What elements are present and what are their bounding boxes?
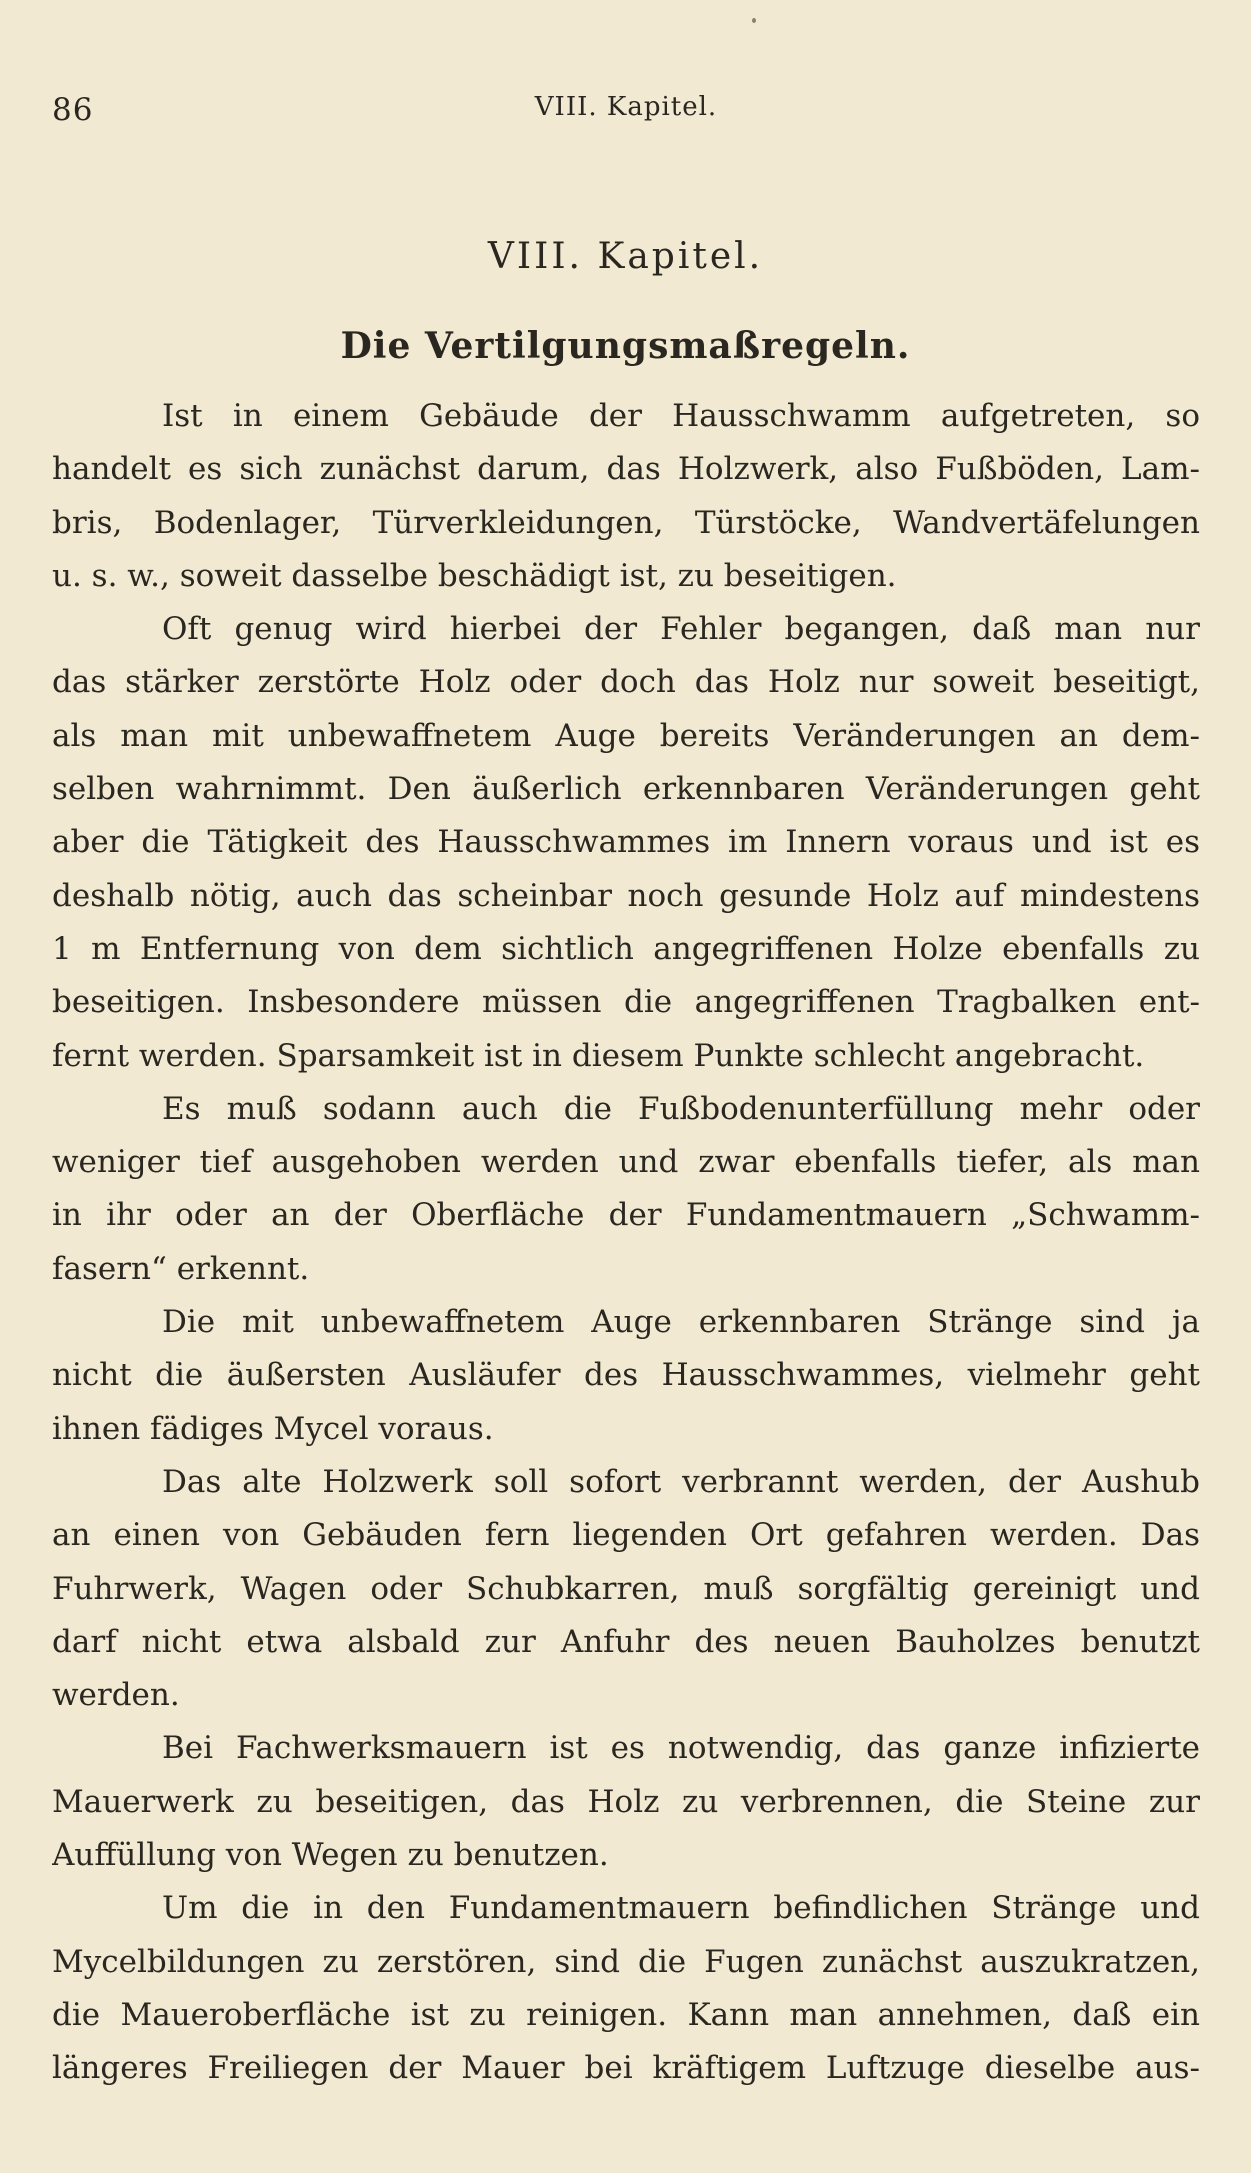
text-line: deshalb nötig, auch das scheinbar noch gesunde Holz auf mindestens (52, 877, 1200, 914)
running-head: VIII. Kapitel. (534, 92, 718, 122)
text-line: Fuhrwerk, Wagen oder Schubkarren, muß sorgfältig gereinigt und (52, 1570, 1200, 1607)
text-line: Die mit unbewaffnetem Auge erkennbaren Stränge sind ja (162, 1304, 1200, 1341)
text-line: 1 m Entfernung von dem sichtlich angegriffenen Holze ebenfalls zu (52, 930, 1200, 967)
text-line: darf nicht etwa alsbald zur Anfuhr des neuen Bauholzes benutzt (52, 1623, 1200, 1660)
text-line: weniger tief ausgehoben werden und zwar ebenfalls tiefer, als man (52, 1144, 1200, 1181)
text-line: beseitigen. Insbesondere müssen die angegriffenen Tragbalken ent- (52, 984, 1200, 1021)
text-line: fasern“ erkennt. (52, 1250, 310, 1287)
text-line: handelt es sich zunächst darum, das Holzwerk, also Fußböden, Lam- (52, 451, 1200, 488)
text-line: an einen von Gebäuden fern liegenden Ort gefahren werden. Das (52, 1517, 1200, 1554)
text-line: Mycelbildungen zu zerstören, sind die Fugen zunächst auszukratzen, (52, 1943, 1200, 1980)
text-line: Oft genug wird hierbei der Fehler begangen, daß man nur (162, 611, 1200, 648)
paper-speck (752, 18, 756, 23)
text-line: in ihr oder an der Oberfläche der Fundamentmauern „Schwamm- (52, 1197, 1200, 1234)
text-line: aber die Tätigkeit des Hausschwammes im Innern voraus und ist es (52, 824, 1200, 861)
text-line: u. s. w., soweit dasselbe beschädigt ist, zu beseitigen. (52, 557, 897, 594)
text-line: Auffüllung von Wegen zu benutzen. (52, 1837, 609, 1874)
text-line: längeres Freiliegen der Mauer bei kräftigem Luftzuge dieselbe aus- (52, 2050, 1200, 2087)
page-header (52, 92, 1200, 132)
body-text (52, 390, 1200, 2096)
text-line: die Maueroberfläche ist zu reinigen. Kann man annehmen, daß ein (52, 1996, 1200, 2033)
text-line: fernt werden. Sparsamkeit ist in diesem Punkte schlecht angebracht. (52, 1037, 1145, 1074)
text-line: bris, Bodenlager, Türverkleidungen, Türstöcke, Wandvertäfelungen (52, 504, 1200, 541)
text-line: selben wahrnimmt. Den äußerlich erkennbaren Veränderungen geht (52, 771, 1200, 808)
text-line: Ist in einem Gebäude der Hausschwamm aufgetreten, so (162, 398, 1200, 434)
chapter-title: VIII. Kapitel. (487, 236, 764, 277)
text-line: Es muß sodann auch die Fußbodenunterfüllung mehr oder (162, 1090, 1200, 1127)
text-line: das stärker zerstörte Holz oder doch das Holz nur soweit beseitigt, (52, 664, 1200, 701)
text-line: ihnen fädiges Mycel voraus. (52, 1410, 494, 1447)
text-line: Das alte Holzwerk soll sofort verbrannt werden, der Aushub (162, 1463, 1200, 1500)
text-line: nicht die äußersten Ausläufer des Hausschwammes, vielmehr geht (52, 1357, 1200, 1394)
text-line: Um die in den Fundamentmauern befindlichen Stränge und (162, 1890, 1200, 1927)
page-number: 86 (52, 92, 94, 128)
section-title: Die Vertilgungsmaßregeln. (340, 325, 911, 367)
text-line: Bei Fachwerksmauern ist es notwendig, das ganze infizierte (162, 1730, 1200, 1767)
text-line: werden. (52, 1677, 180, 1714)
text-line: Mauerwerk zu beseitigen, das Holz zu verbrennen, die Steine zur (52, 1783, 1200, 1820)
text-line: als man mit unbewaffnetem Auge bereits Veränderungen an dem- (52, 717, 1200, 754)
